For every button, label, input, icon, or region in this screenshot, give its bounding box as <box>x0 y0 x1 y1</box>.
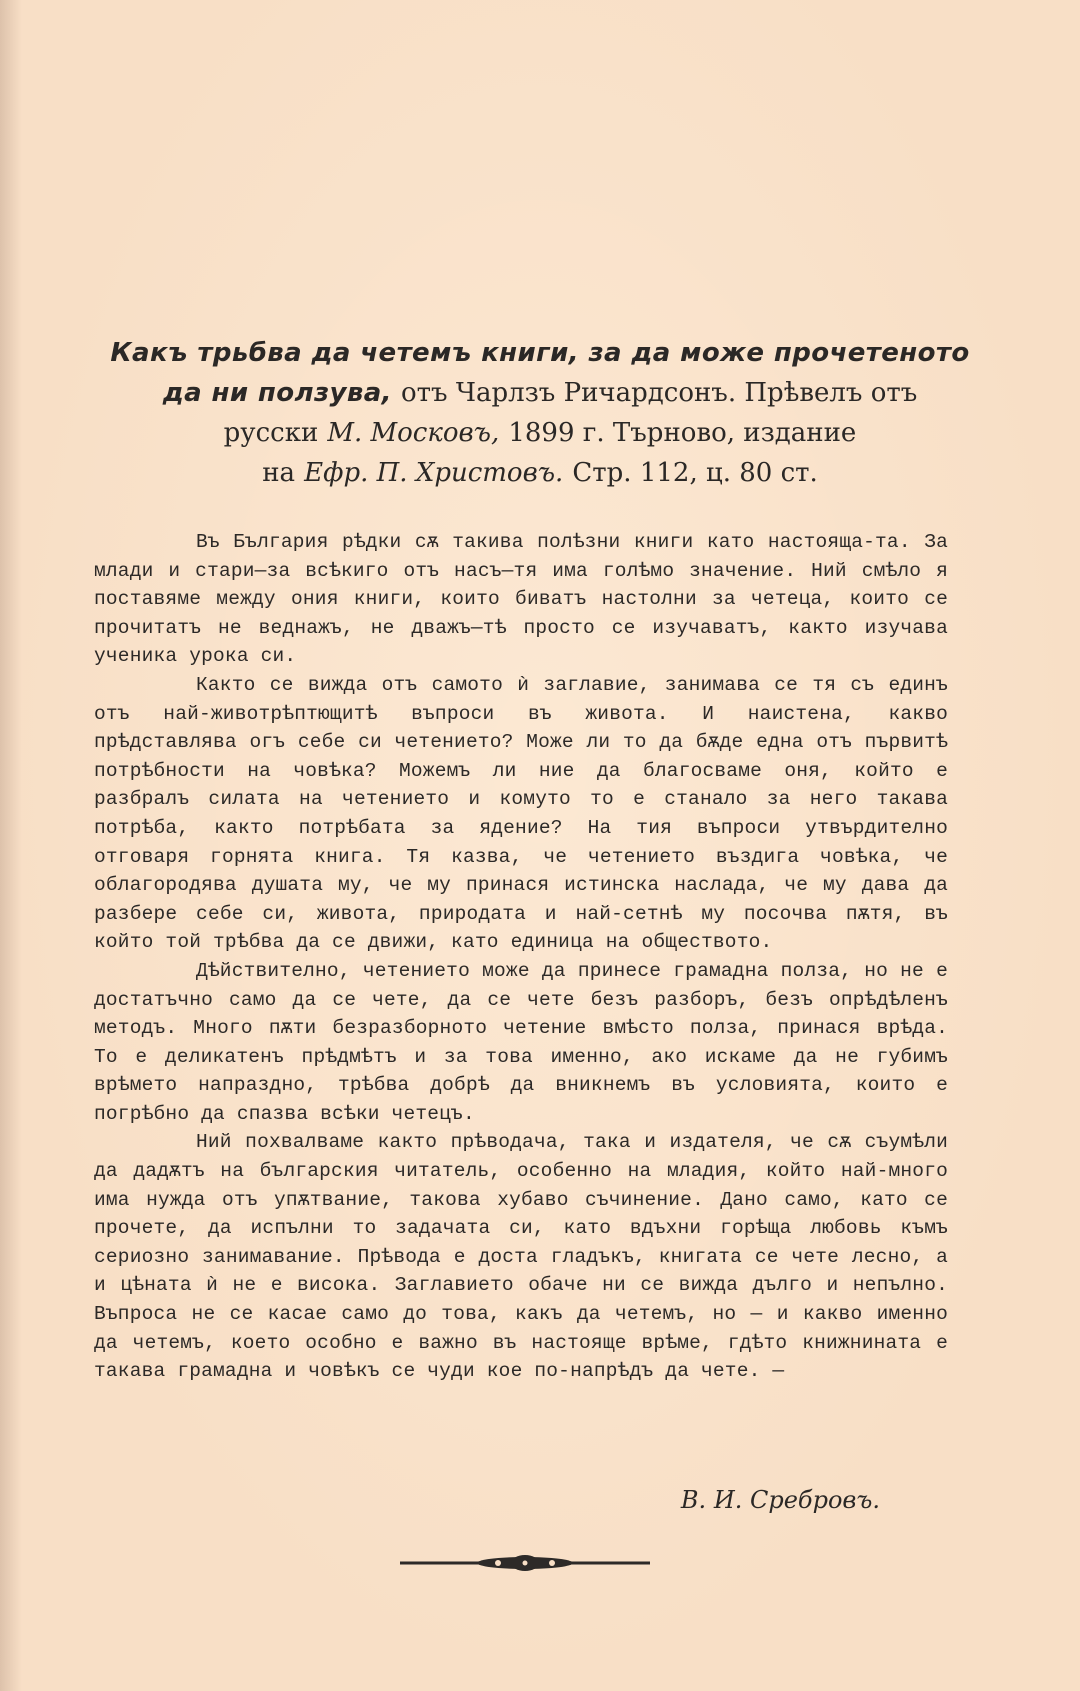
book-title-end: да ни ползува, <box>162 378 392 408</box>
review-body <box>94 528 948 1386</box>
heading-line-1 <box>90 333 990 373</box>
heading-line-3 <box>90 413 990 453</box>
paragraph-4: Ний похвалваме както прѣводача, така и издателя, че сѫ съумѣли да дадѫтъ на българския читатель, особенно на младия, който най-много има нужда отъ упѫтвание, такова хубаво съчинение. Дано само, като се прочете, да испълни то задачата си, като вдъхни горѣща любовь къмъ сериозно занимавание. Прѣвода е доста гладъкъ, книгата се чете лесно, а и цѣната ѝ не е висока. Заглавието обаче ни се вижда дълго и непълно. Въпроса не се касае само до това, какъ да четемъ, но — и какво именно да четемъ, което особно е важно въ настояще врѣме, гдѣто книжнината е такава грамадна и човѣкъ се чуди кое по-напрѣдъ да чете. — <box>94 1131 948 1383</box>
paragraph-2: Както се вижда отъ самото ѝ заглавие, занимава се тя съ единъ отъ най-животрѣптющитѣ въпроси въ живота. И наистена, какво прѣдставлява огъ себе си четението? Може ли то да бѫде една отъ първитѣ потрѣбности на човѣка? Можемъ ли ние да благосваме оня, който е разбралъ силата на четението и комуто то е станало за него такава потрѣба, както потрѣбата за ядение? На тия въпроси утвърдително отговаря горнята книга. Тя казва, че четението въздига човѣка, че облагородява душата му, че му принася истинска наслада, че му дава да разбере себе си, живота, природата и най-сетнѣ му посочва пѫтя, въ който той трѣбва да се движи, като единица на обществото. <box>94 673 948 954</box>
heading-line-4 <box>90 453 990 493</box>
translation-source: русски <box>223 418 319 448</box>
paragraph-1: Въ България рѣдки сѫ такива полѣзни книги като настояща-та. За млади и стари—за всѣкиго отъ насъ—тя има голѣмо значение. Ний смѣло я поставяме между ония книги, които биватъ настолни за четеца, които се прочитатъ не веднажъ, не дважъ—тѣ просто се изучаватъ, както изучава ученика урока си. <box>94 531 948 668</box>
paragraph-3: Дѣйствително, четението може да принесе грамадна полза, но не е достатъчно само да се чете, да се чете безъ разборъ, безъ опрѣдѣленъ методъ. Много пѫти безразборното четение вмѣсто полза, принася врѣда. То е деликатенъ прѣдмѣтъ и за това именно, ако искаме да не губимъ врѣмето напраздно, трѣбва добрѣ да вникнемъ въ условията, които е погрѣбно да спазва всѣки четецъ. <box>94 959 948 1125</box>
page-edge-shadow <box>0 0 22 1691</box>
author-translator: отъ Чарлзъ Ричардсонъ. Прѣвелъ отъ <box>401 378 918 408</box>
translator-name: М. Московъ, <box>327 418 500 448</box>
ornament-divider-icon <box>400 1551 650 1575</box>
heading-line-2 <box>90 373 990 413</box>
book-title: Какъ трьбва да четемъ книги, за да може прочетеното <box>110 338 970 368</box>
publisher-prefix: на <box>262 458 296 488</box>
publication-info: 1899 г. Търново, издание <box>508 418 857 448</box>
reviewer-signature: В. И. Сребровъ. <box>680 1486 880 1514</box>
publisher-name: Ефр. П. Христовъ. <box>304 458 564 488</box>
pages-and-price: Стр. 112, ц. 80 ст. <box>572 458 818 488</box>
book-review-heading <box>90 333 990 493</box>
